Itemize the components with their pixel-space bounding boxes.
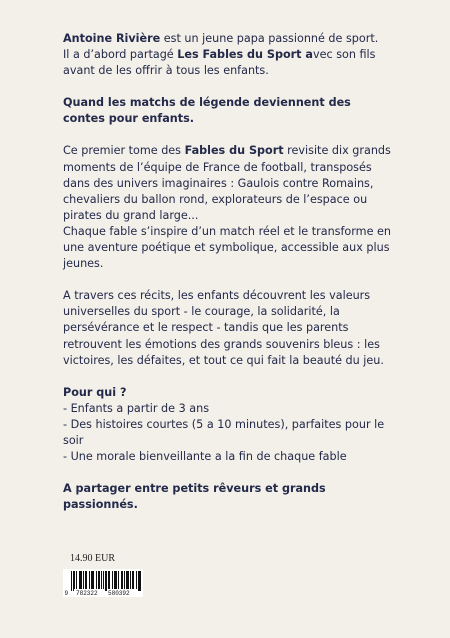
barcode-bar <box>91 571 92 589</box>
barcode-bar <box>105 571 106 591</box>
audience-item: - Enfants a partir de 3 ans <box>63 401 210 415</box>
values-paragraph: A travers ces récits, les enfants découvrent les valeurs universelles du sport - le courage, la solidarité, la persévérance et le respect - tandis que les parents retrouvent les émotions des grands souvenirs bleus : les victoires, les défaites, et tout ce qui fait la beauté du jeu. <box>63 289 384 367</box>
barcode-bar <box>114 571 115 589</box>
barcode-bar <box>98 571 99 589</box>
barcode-bar <box>101 571 102 589</box>
audience-item: - Des histoires courtes (5 a 10 minutes), parfaites pour le soir <box>63 417 385 447</box>
barcode-bar <box>74 571 75 589</box>
barcode-bar <box>108 571 109 589</box>
barcode-bar <box>89 571 90 589</box>
barcode-bar <box>103 571 104 589</box>
barcode-group-left: 782322 <box>76 590 98 597</box>
barcode-bar <box>79 571 80 589</box>
barcode-bar <box>81 571 82 589</box>
barcode-bar <box>116 571 117 589</box>
barcode-bar <box>71 571 72 591</box>
audience-heading: Pour qui ? <box>63 385 127 399</box>
barcode-bar <box>126 571 127 589</box>
barcode-bar <box>86 571 87 589</box>
barcode-bar <box>136 571 137 589</box>
back-cover-text <box>63 31 393 529</box>
barcode-bar <box>121 571 122 589</box>
barcode-bar <box>112 571 113 589</box>
intro-paragraph: Antoine Rivière est un jeune papa passionné de sport. Il a d’abord partagé Les Fables du Sport avec son fils avant de les offrir à tous les enfants. <box>63 32 379 78</box>
price-label: 14.90 EUR <box>70 553 115 564</box>
tagline: Quand les matchs de légende deviennent des contes pour enfants. <box>63 96 351 126</box>
isbn-barcode <box>63 569 143 597</box>
barcode-bar <box>133 571 134 589</box>
description-paragraph: Ce premier tome des Fables du Sport revisite dix grands moments de l’équipe de France de football, transposés dans des univers imaginaires : Gaulois contre Romains, chevaliers du ballon rond, explorateurs de l’espace ou pirates du grand large... Chaque fable s’inspire d’un match réel et le transforme en une aventure poétique et symbolique, accessible aux plus jeunes. <box>63 144 391 271</box>
barcode-bar <box>140 571 141 591</box>
barcode-bar <box>109 571 110 589</box>
barcode-bar <box>85 571 86 589</box>
audience-section <box>63 385 393 465</box>
barcode-bar <box>130 571 131 589</box>
barcode-bar <box>128 571 129 589</box>
audience-item: - Une morale bienveillante a la fin de chaque fable <box>63 450 347 464</box>
barcode-bar <box>80 571 81 589</box>
series-title: Les Fables du Sport <box>177 48 302 62</box>
barcode-digit-first: 9 <box>64 590 69 597</box>
barcode-bar <box>73 571 74 591</box>
barcode-bar <box>122 571 123 589</box>
barcode-bar <box>106 571 107 591</box>
barcode-bar <box>132 571 133 589</box>
book-title: Fables du Sport <box>184 144 284 158</box>
barcode-bar <box>124 571 125 589</box>
barcode-group-right: 580392 <box>108 590 130 597</box>
barcode-bar <box>138 571 139 591</box>
barcode-bar <box>99 571 100 589</box>
barcode-bar <box>92 571 93 589</box>
barcode-bar <box>118 571 119 589</box>
barcode-bar <box>115 571 116 589</box>
barcode-bar <box>139 571 140 591</box>
barcode-bar <box>127 571 128 589</box>
author-name: Antoine Rivière <box>63 32 161 45</box>
barcode-bar <box>96 571 97 589</box>
barcode-bar <box>83 571 84 589</box>
barcode-bar <box>76 571 77 589</box>
barcode-bar <box>93 571 94 589</box>
closing-line: A partager entre petits rêveurs et grands passionnés. <box>63 482 326 512</box>
